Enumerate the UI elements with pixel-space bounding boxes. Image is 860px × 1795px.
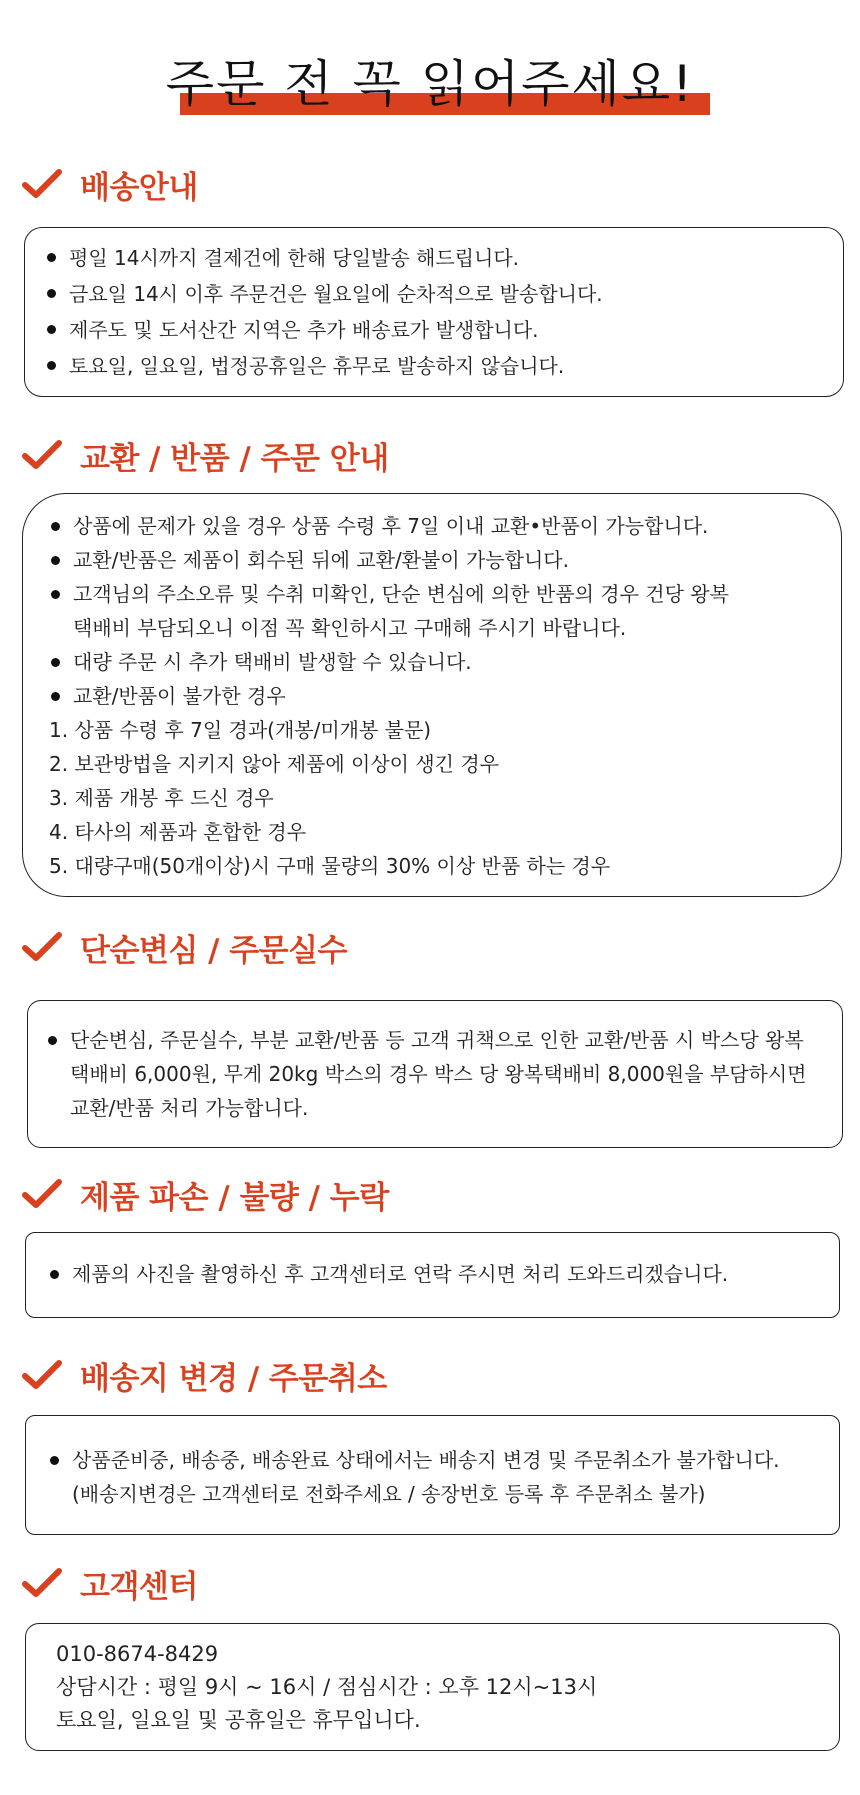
section-title: 교환 / 반품 / 주문 안내 <box>80 440 389 477</box>
phone-number: 010-8674-8429 <box>56 1642 219 1666</box>
list-item-continued: 교환/반품 처리 가능합니다. <box>70 1096 309 1120</box>
section-title: 고객센터 <box>80 1568 198 1605</box>
change-of-mind-box <box>27 1000 843 1148</box>
check-icon <box>22 1567 62 1599</box>
list-item: 대량 주문 시 추가 택배비 발생할 수 있습니다. <box>49 645 823 679</box>
numbered-item: 2. 보관방법을 지키지 않아 제품에 이상이 생긴 경우 <box>49 752 499 776</box>
list-item: 제주도 및 도서산간 지역은 추가 배송료가 발생합니다. <box>45 312 825 348</box>
list-item-continued: 택배비 부담되오니 이점 꼭 확인하시고 구매해 주시기 바랍니다. <box>73 616 627 640</box>
section-title: 배송지 변경 / 주문취소 <box>80 1360 387 1397</box>
list-item-continued: (배송지변경은 고객센터로 전화주세요 / 송장번호 등록 후 주문취소 불가) <box>72 1482 706 1506</box>
section-heading-customer-center <box>22 1561 198 1605</box>
list-item: 상품에 문제가 있을 경우 상품 수령 후 7일 이내 교환•반품이 가능합니다. <box>49 509 823 543</box>
section-title: 제품 파손 / 불량 / 누락 <box>80 1179 389 1216</box>
list-item: 토요일, 일요일, 법정공휴일은 휴무로 발송하지 않습니다. <box>45 348 825 384</box>
check-icon <box>22 168 62 200</box>
section-title: 단순변심 / 주문실수 <box>80 932 347 969</box>
page-header <box>0 40 860 120</box>
list-item-continued: 택배비 6,000원, 무게 20kg 박스의 경우 박스 당 왕복택배비 8,000원을 부담하시면 <box>70 1062 807 1086</box>
section-heading-exchange <box>22 433 389 477</box>
list-item: 상품준비중, 배송중, 배송완료 상태에서는 배송지 변경 및 주문취소가 불가합니다. <box>48 1443 823 1477</box>
list-item: 금요일 14시 이후 주문건은 월요일에 순차적으로 발송합니다. <box>45 276 825 312</box>
check-icon <box>22 1178 62 1210</box>
page-title: 주문 전 꼭 읽어주세요! <box>165 55 695 113</box>
numbered-item: 4. 타사의 제품과 혼합한 경우 <box>49 820 307 844</box>
list-item: 교환/반품이 불가한 경우 <box>49 679 823 713</box>
section-heading-change-of-mind <box>22 925 347 969</box>
check-icon <box>22 439 62 471</box>
list-item: 평일 14시까지 결제건에 한해 당일발송 해드립니다. <box>45 240 825 276</box>
exchange-info-box <box>22 493 842 897</box>
section-heading-damage <box>22 1172 389 1216</box>
numbered-item: 1. 상품 수령 후 7일 경과(개봉/미개봉 불문) <box>49 718 432 742</box>
section-heading-shipping <box>22 162 198 206</box>
numbered-item: 5. 대량구매(50개이상)시 구매 물량의 30% 이상 반품 하는 경우 <box>49 854 611 878</box>
list-item: 고객님의 주소오류 및 수취 미확인, 단순 변심에 의한 반품의 경우 건당 왕복 <box>49 577 823 611</box>
list-item: 제품의 사진을 촬영하신 후 고객센터로 연락 주시면 처리 도와드리겠습니다. <box>48 1257 823 1291</box>
list-item: 교환/반품은 제품이 회수된 뒤에 교환/환불이 가능합니다. <box>49 543 823 577</box>
section-heading-address-change <box>22 1353 387 1397</box>
section-title: 배송안내 <box>80 169 198 206</box>
holiday-notice: 토요일, 일요일 및 공휴일은 휴무입니다. <box>56 1708 421 1732</box>
business-hours: 상담시간 : 평일 9시 ~ 16시 / 점심시간 : 오후 12시~13시 <box>56 1675 598 1699</box>
numbered-item: 3. 제품 개봉 후 드신 경우 <box>49 786 274 810</box>
check-icon <box>22 931 62 963</box>
list-item: 단순변심, 주문실수, 부분 교환/반품 등 고객 귀책으로 인한 교환/반품 시 박스당 왕복 <box>46 1023 826 1057</box>
address-change-box <box>25 1415 840 1535</box>
shipping-info-box <box>24 227 844 397</box>
check-icon <box>22 1359 62 1391</box>
damage-box <box>25 1232 840 1318</box>
customer-center-box <box>25 1623 840 1751</box>
